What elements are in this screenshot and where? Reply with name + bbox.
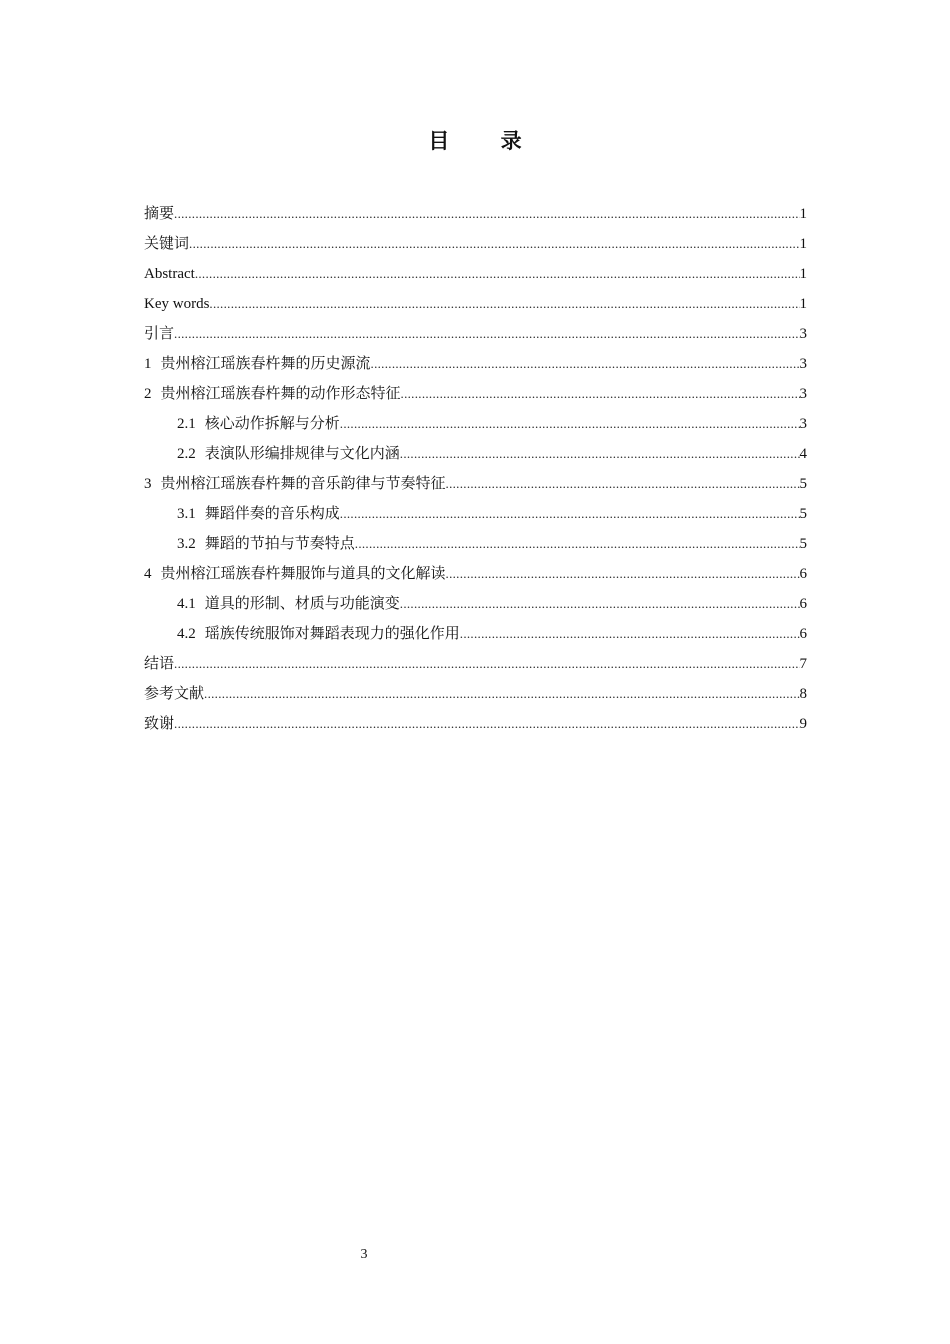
toc-entry-page: 3: [799, 416, 807, 432]
toc-entry-label: [144, 349, 371, 379]
toc-entry-label: [144, 559, 446, 589]
toc-entry-number: 4: [144, 566, 152, 582]
toc-entry-label: [177, 589, 400, 619]
toc-entry-page: 9: [799, 716, 807, 732]
toc-dot-leader: [340, 409, 800, 439]
toc-dot-leader: [189, 229, 799, 259]
toc-dot-leader: [446, 469, 800, 499]
toc-entry-label: [177, 529, 355, 559]
toc-entry[interactable]: [144, 319, 807, 349]
toc-entry-page: 3: [799, 386, 807, 402]
toc-entry-text: 表演队形编排规律与文化内涵: [204, 446, 400, 462]
toc-entry-text: 结语: [144, 656, 175, 672]
toc-entry-text: 贵州榕江瑶族春杵舞的历史源流: [160, 356, 371, 372]
toc-entry-number: 2: [144, 386, 152, 402]
toc-entry-page: 3: [799, 356, 807, 372]
toc-dot-leader: [174, 649, 799, 679]
toc-entry[interactable]: [144, 499, 807, 529]
toc-entry[interactable]: [144, 439, 807, 469]
toc-entry-page: 5: [799, 536, 807, 552]
toc-entry[interactable]: [144, 289, 807, 319]
toc-entry-text: 贵州榕江瑶族春杵舞的音乐韵律与节奏特征: [160, 476, 446, 492]
toc-dot-leader: [460, 619, 800, 649]
toc-entry-text: 舞蹈的节拍与节奏特点: [204, 536, 355, 552]
toc-entry-page: 1: [799, 266, 807, 282]
toc-entry-label: [144, 229, 189, 259]
toc-entry[interactable]: [144, 409, 807, 439]
toc-entry[interactable]: [144, 649, 807, 679]
toc-entry-label: [177, 409, 340, 439]
toc-entry-label: [144, 289, 209, 319]
toc-entry-text: 舞蹈伴奏的音乐构成: [204, 506, 340, 522]
toc-entry-page: 8: [799, 686, 807, 702]
toc-entry-text: Key words: [144, 296, 210, 312]
toc-entry-text: Abstract: [144, 266, 195, 282]
toc-entry-page: 6: [799, 626, 807, 642]
toc-dot-leader: [174, 199, 799, 229]
toc-entry-label: [144, 199, 174, 229]
toc-dot-leader: [174, 709, 799, 739]
toc-dot-leader: [174, 319, 799, 349]
toc-entry-number: 2.2: [177, 446, 196, 462]
toc-dot-leader: [446, 559, 800, 589]
toc-entry-label: [177, 439, 400, 469]
toc-entry-number: 3.2: [177, 536, 196, 552]
toc-dot-leader: [400, 589, 800, 619]
toc-entry-page: 4: [799, 446, 807, 462]
toc-entry-text: 参考文献: [144, 686, 205, 702]
toc-dot-leader: [355, 529, 800, 559]
toc-dot-leader: [400, 439, 800, 469]
toc-entry[interactable]: [144, 199, 807, 229]
toc-entry-text: 贵州榕江瑶族春杵舞的动作形态特征: [160, 386, 401, 402]
toc-entry-number: 2.1: [177, 416, 196, 432]
toc-entry-label: [144, 319, 174, 349]
toc-dot-leader: [371, 349, 800, 379]
toc-entry[interactable]: [144, 469, 807, 499]
toc-entry[interactable]: [144, 709, 807, 739]
toc-entry-page: 3: [799, 326, 807, 342]
toc-dot-leader: [204, 679, 799, 709]
toc-entry[interactable]: [144, 229, 807, 259]
toc-dot-leader: [209, 289, 799, 319]
toc-entry-label: [144, 679, 204, 709]
toc-entry-text: 瑶族传统服饰对舞蹈表现力的强化作用: [204, 626, 460, 642]
toc-entry-label: [144, 649, 174, 679]
toc-entry-page: 5: [799, 476, 807, 492]
toc-entry-page: 1: [799, 296, 807, 312]
toc-entry-label: [144, 259, 195, 289]
toc-entry-number: 4.1: [177, 596, 196, 612]
toc-entry-number: 1: [144, 356, 152, 372]
toc-entry-page: 6: [799, 596, 807, 612]
toc-entry-text: 致谢: [144, 716, 175, 732]
toc-title: 目 录: [428, 129, 544, 153]
toc-entry-page: 7: [799, 656, 807, 672]
toc-entry-label: [144, 379, 401, 409]
toc-entry-text: 摘要: [144, 206, 175, 222]
toc-dot-leader: [401, 379, 800, 409]
toc-dot-leader: [340, 499, 800, 529]
toc-entry-number: 4.2: [177, 626, 196, 642]
toc-entry[interactable]: [144, 349, 807, 379]
toc-dot-leader: [195, 259, 800, 289]
toc-entry-label: [144, 709, 174, 739]
toc-entry-number: 3.1: [177, 506, 196, 522]
toc-entry-text: 核心动作拆解与分析: [204, 416, 340, 432]
toc-entry-label: [177, 499, 340, 529]
toc-entry-label: [144, 469, 446, 499]
toc-entry-text: 贵州榕江瑶族春杵舞服饰与道具的文化解读: [160, 566, 446, 582]
toc-entry[interactable]: [144, 589, 807, 619]
toc-entry-page: 6: [799, 566, 807, 582]
toc-entry[interactable]: [144, 379, 807, 409]
table-of-contents: [144, 199, 807, 739]
toc-entry-number: 3: [144, 476, 152, 492]
toc-entry-page: 5: [799, 506, 807, 522]
toc-entry[interactable]: [144, 259, 807, 289]
toc-entry[interactable]: [144, 619, 807, 649]
toc-entry-text: 道具的形制、材质与功能演变: [204, 596, 400, 612]
toc-entry-page: 1: [799, 236, 807, 252]
toc-entry[interactable]: [144, 559, 807, 589]
page-number: 3: [360, 1247, 368, 1262]
toc-entry-page: 1: [799, 206, 807, 222]
toc-entry-text: 关键词: [144, 236, 190, 252]
toc-entry-label: [177, 619, 460, 649]
toc-entry[interactable]: [144, 679, 807, 709]
toc-entry[interactable]: [144, 529, 807, 559]
toc-entry-text: 引言: [144, 326, 175, 342]
